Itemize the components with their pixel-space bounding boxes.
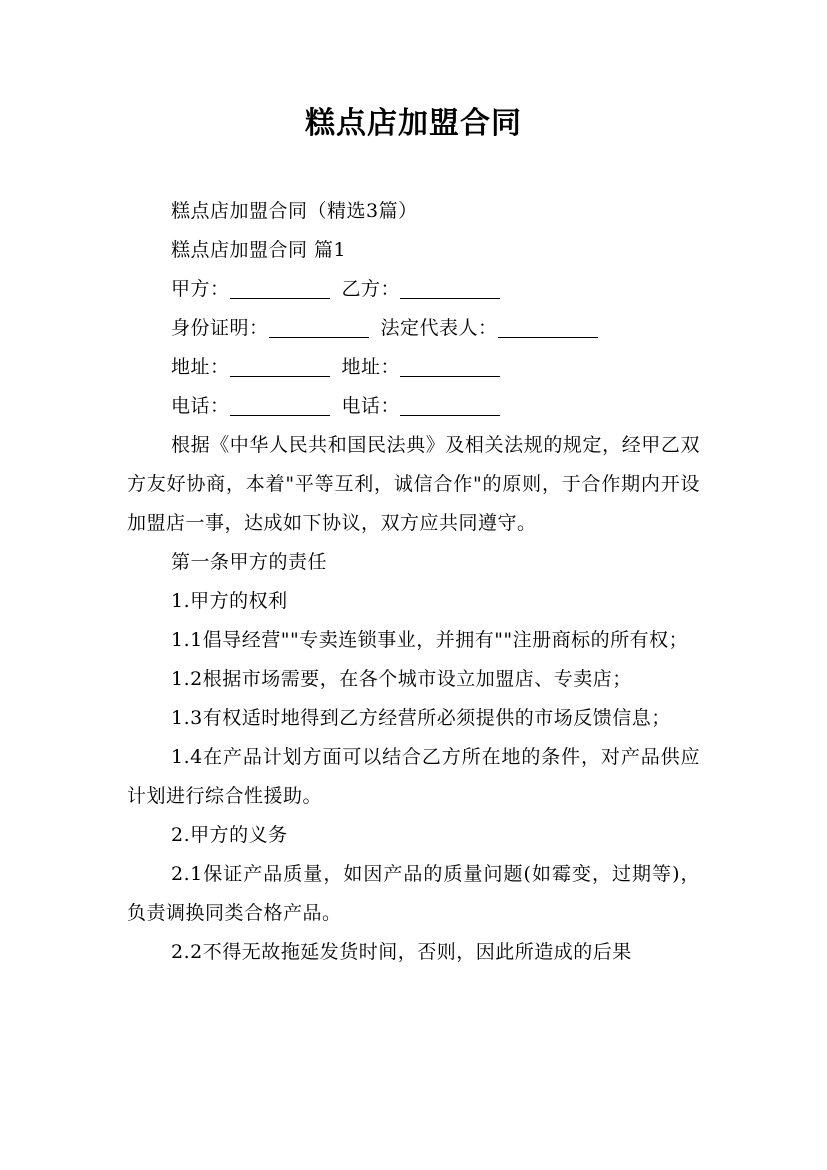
clause-2-2: 2.2不得无故拖延发货时间，否则，因此所造成的后果 [171,941,632,963]
party-row [127,270,700,309]
party-a-rights-heading: 1.甲方的权利 [171,590,288,612]
address-row [127,348,700,387]
clause-1-1: 1.1倡导经营""专卖连锁事业，并拥有""注册商标的所有权； [171,629,689,651]
id-blank [269,315,369,338]
clause-1-4: 1.4在产品计划方面可以结合乙方所在地的条件，对产品供应计划进行综合性援助。 [127,746,700,807]
clause-2-1: 2.1保证产品质量，如因产品的质量问题(如霉变，过期等)，负责调换同类合格产品。 [127,863,700,924]
phone-a-label: 电话： [171,395,230,417]
party-a-blank [230,276,330,299]
party-a-duties-heading: 2.甲方的义务 [171,824,288,846]
phone-row [127,387,700,426]
document-title: 糕点店加盟合同 [305,106,522,141]
clause-1-3: 1.3有权适时地得到乙方经营所必须提供的市场反馈信息； [171,707,671,729]
clause-1-2: 1.2根据市场需要，在各个城市设立加盟店、专卖店； [171,668,632,690]
party-a-label: 甲方： [171,278,230,300]
party-b-label: 乙方： [341,278,401,300]
phone-b-label: 电话： [341,395,401,417]
subtitle: 糕点店加盟合同（精选3篇） [171,200,418,222]
phone-b-blank [400,393,500,416]
legal-rep-blank [498,315,598,338]
section-heading: 糕点店加盟合同 篇1 [171,239,347,261]
article-1-heading: 第一条甲方的责任 [171,551,328,573]
document-body [127,192,700,972]
paragraph-intro: 根据《中华人民共和国民法典》及相关法规的规定，经甲乙双方友好协商，本着"平等互利，诚信合作"的原则，于合作期内开设加盟店一事，达成如下协议，双方应共同遵守。 [127,434,700,534]
address-a-blank [230,354,330,377]
phone-a-blank [230,393,330,416]
address-b-blank [400,354,500,377]
party-b-blank [400,276,500,299]
address-b-label: 地址： [341,356,401,378]
id-row [127,309,700,348]
id-label: 身份证明： [171,317,269,339]
address-a-label: 地址： [171,356,230,378]
legal-rep-label: 法定代表人： [380,317,498,339]
